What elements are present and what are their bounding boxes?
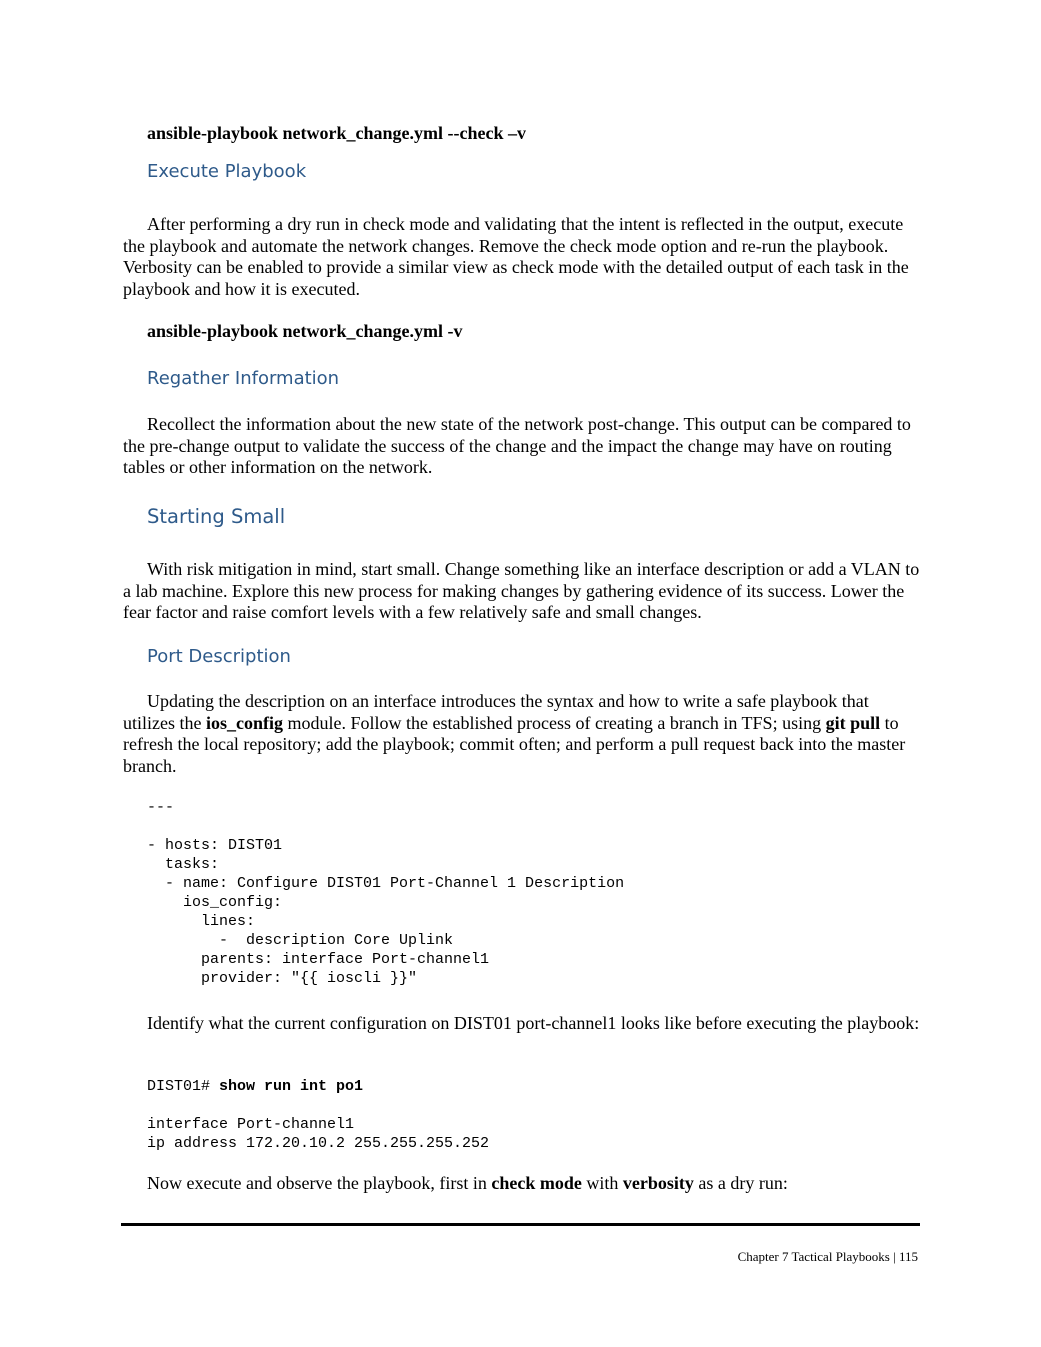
heading-execute-playbook: Execute Playbook <box>147 161 307 182</box>
text-span: as a dry run: <box>693 1173 788 1193</box>
text-span: with <box>581 1173 623 1193</box>
ios-config-bold: ios_config <box>205 712 283 733</box>
paragraph-now-execute <box>123 1173 923 1195</box>
playbook-code-block: --- - hosts: DIST01 tasks: - name: Configure DIST01 Port-Channel 1 Description ios_config: lines: - description Core Uplink parents: interface Port-channel1 provider: "{{ ioscli }}" <box>147 799 625 987</box>
paragraph-port-description <box>123 691 923 777</box>
run-command: ansible-playbook network_change.yml -v <box>147 321 463 341</box>
paragraph-starting-small: With risk mitigation in mind, start small. Change something like an interface description or add a VLAN to a lab machine. Explore this new process for making changes by gathering evidence of its success. Lower the fear factor and raise comfort levels with a few relatively safe and small changes. <box>123 559 920 622</box>
cli-command: show run int po1 <box>219 1078 364 1095</box>
footer-divider <box>121 1223 920 1226</box>
git-pull-bold: git pull <box>825 712 881 733</box>
text-span: module. Follow the established process of creating a branch in TFS; using <box>283 712 826 733</box>
heading-regather-information: Regather Information <box>147 368 340 389</box>
heading-starting-small: Starting Small <box>147 505 286 528</box>
paragraph-identify-config: Identify what the current configuration on DIST01 port-channel1 looks like before executing the playbook: <box>147 1013 920 1033</box>
text-span: Now execute and observe the playbook, first in <box>147 1173 492 1193</box>
text-span: Updating the description on an interface introduces the syntax and how to write a safe playbook that utilizes the <box>123 691 869 733</box>
paragraph-execute-playbook: After performing a dry run in check mode and validating that the intent is reflected in the output, execute the playbook and automate the network changes. Remove the check mode option and re-run the playbook. Verbosity can be enabled to provide a similar view as check mode with the detailed output of each task in the playbook and how it is executed. <box>123 214 909 299</box>
show-command-line <box>147 1077 363 1096</box>
heading-port-description: Port Description <box>147 646 291 667</box>
show-command-output: interface Port-channel1 ip address 172.20.10.2 255.255.255.252 <box>147 1116 490 1152</box>
verbosity-bold: verbosity <box>622 1173 694 1193</box>
text-span: to refresh the local repository; add the playbook; commit often; and perform a pull request back into the master branch. <box>123 712 906 776</box>
check-mode-command: ansible-playbook network_change.yml --check –v <box>147 123 527 143</box>
check-mode-bold: check mode <box>491 1173 582 1193</box>
paragraph-regather-information: Recollect the information about the new state of the network post-change. This output can be compared to the pre-change output to validate the success of the change and the impact the change may have on routing tables or other information on the network. <box>123 414 911 477</box>
page-footer: Chapter 7 Tactical Playbooks | 115 <box>737 1249 918 1264</box>
cli-prompt: DIST01# <box>147 1078 220 1095</box>
